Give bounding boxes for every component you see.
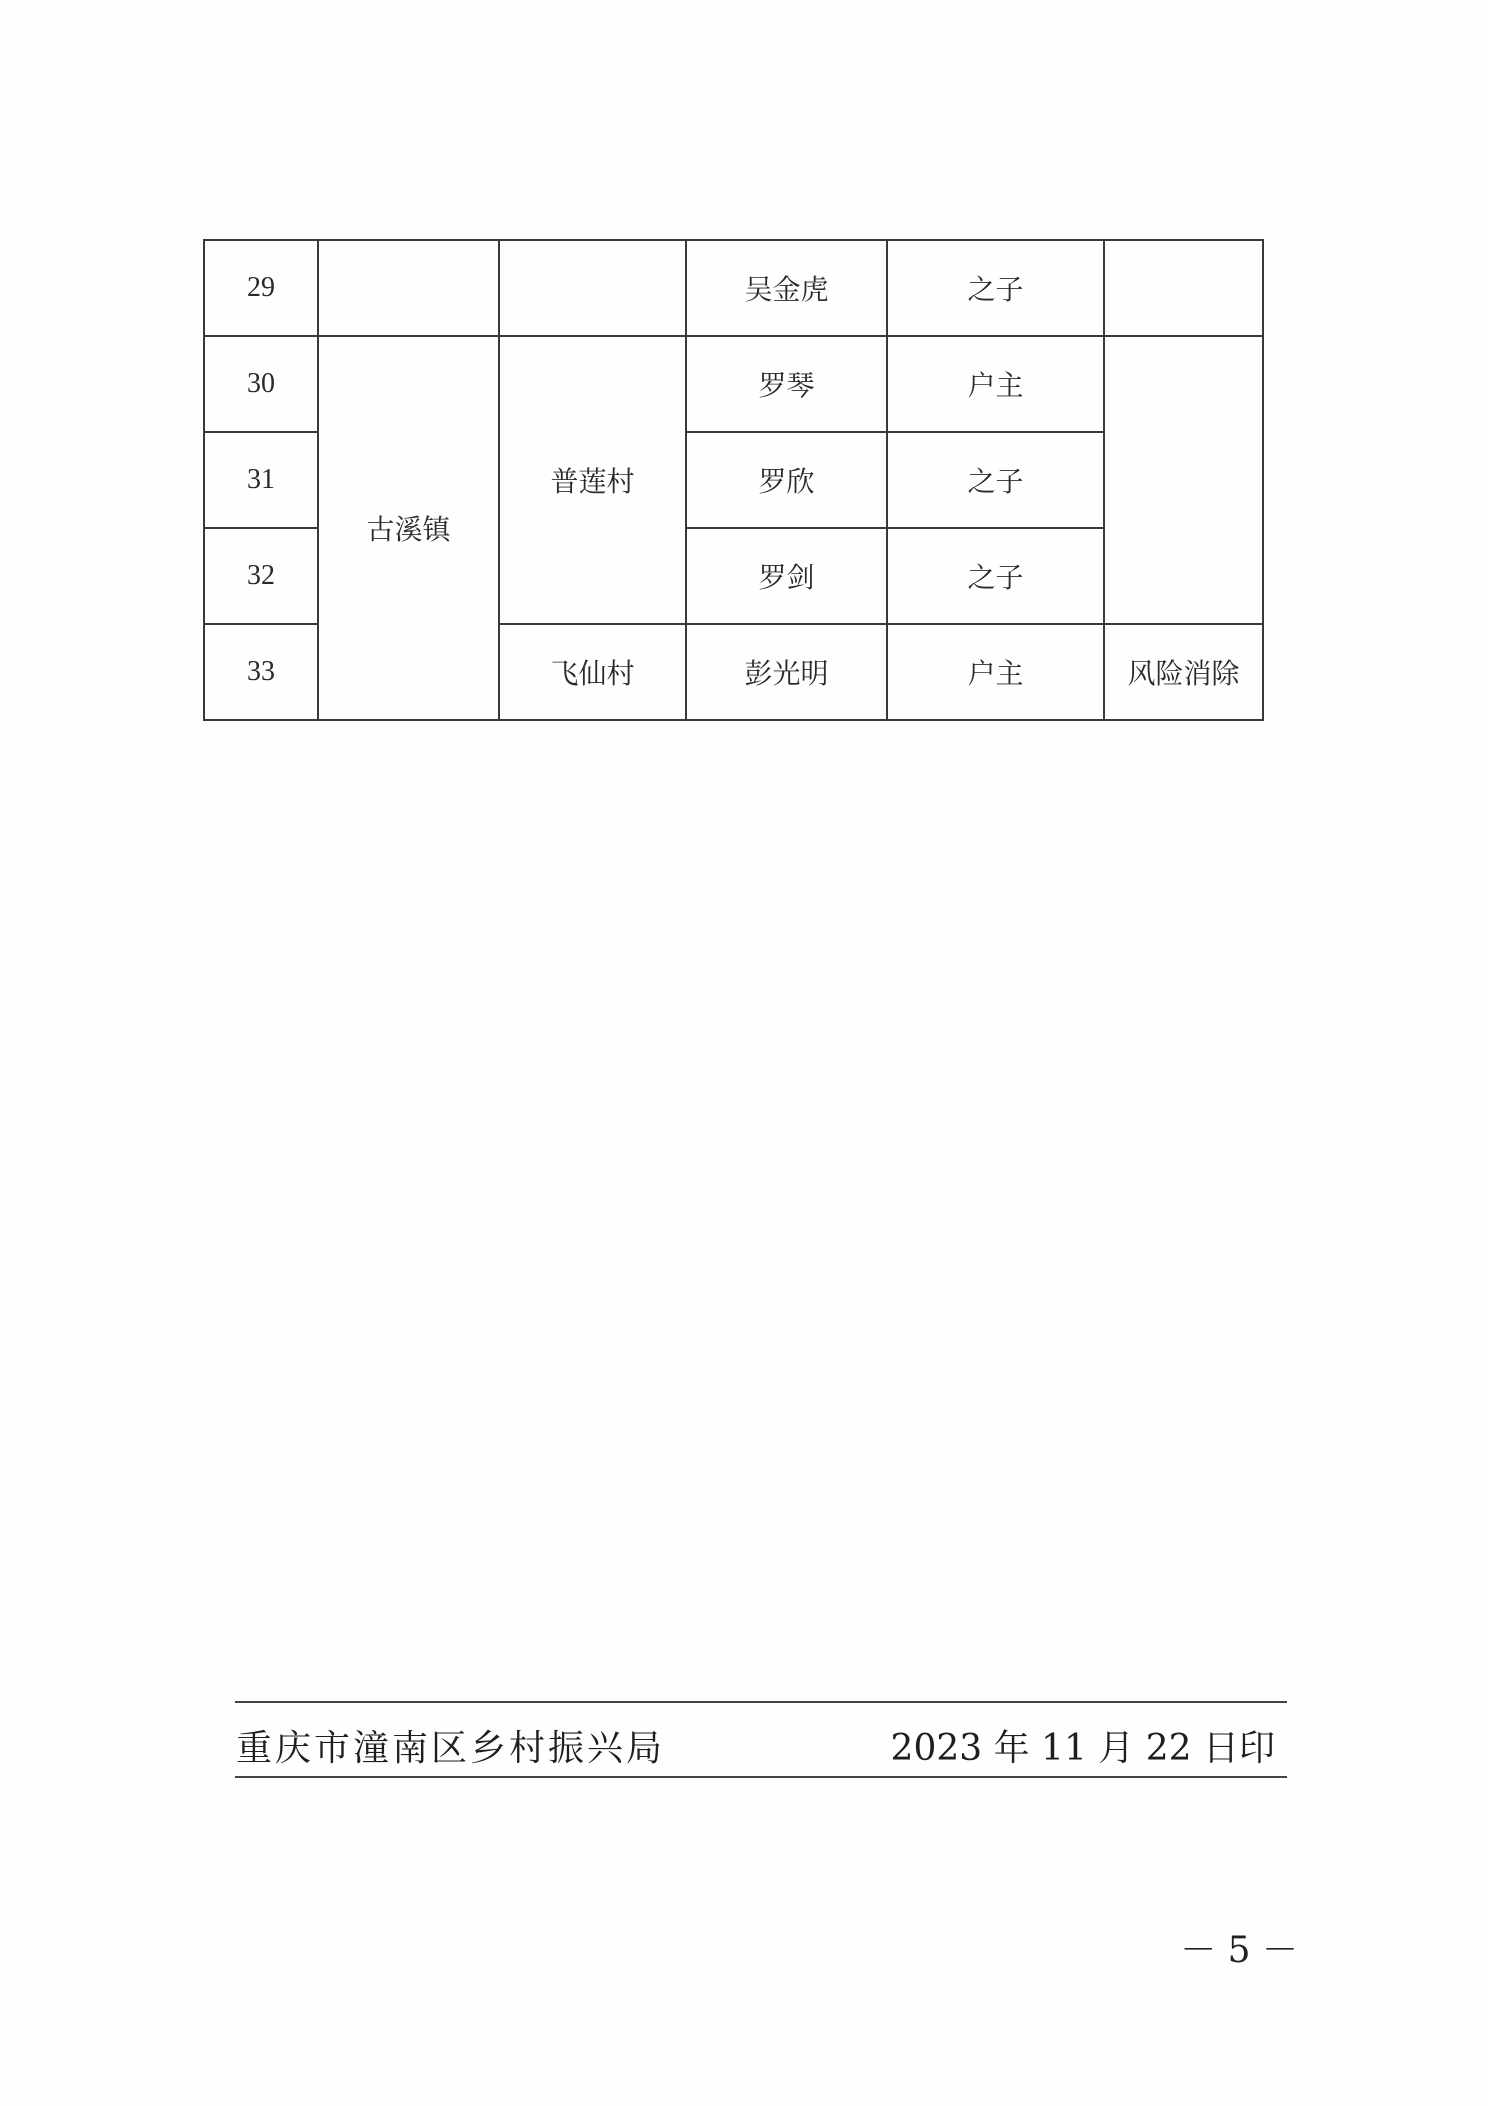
name-cell: 罗剑 bbox=[686, 528, 887, 624]
print-date: 2023 年 11 月 22 日印 bbox=[890, 1728, 1275, 1769]
note-cell bbox=[1104, 336, 1263, 624]
row-number: 33 bbox=[204, 624, 318, 720]
table-row bbox=[204, 240, 1263, 336]
relation-cell: 户主 bbox=[887, 336, 1104, 432]
row-number: 30 bbox=[204, 336, 318, 432]
relation-cell: 之子 bbox=[887, 528, 1104, 624]
relation-cell: 之子 bbox=[887, 432, 1104, 528]
relation-cell: 户主 bbox=[887, 624, 1104, 720]
relation-cell: 之子 bbox=[887, 240, 1104, 336]
name-cell: 罗欣 bbox=[686, 432, 887, 528]
note-cell: 风险消除 bbox=[1104, 624, 1263, 720]
footer-top-rule bbox=[235, 1701, 1287, 1703]
name-cell: 吴金虎 bbox=[686, 240, 887, 336]
village-cell bbox=[499, 240, 686, 336]
page-number: － 5 － bbox=[1180, 1930, 1298, 1971]
footer-bottom-rule bbox=[235, 1776, 1287, 1778]
issuer-name: 重庆市潼南区乡村振兴局 bbox=[236, 1728, 666, 1769]
town-cell bbox=[318, 240, 499, 336]
row-number: 32 bbox=[204, 528, 318, 624]
village-cell: 普莲村 bbox=[499, 336, 686, 624]
village-cell: 飞仙村 bbox=[499, 624, 686, 720]
note-cell bbox=[1104, 240, 1263, 336]
household-table bbox=[203, 239, 1264, 721]
name-cell: 罗琴 bbox=[686, 336, 887, 432]
row-number: 31 bbox=[204, 432, 318, 528]
row-number: 29 bbox=[204, 240, 318, 336]
name-cell: 彭光明 bbox=[686, 624, 887, 720]
table-row bbox=[204, 336, 1263, 432]
town-cell: 古溪镇 bbox=[318, 336, 499, 720]
